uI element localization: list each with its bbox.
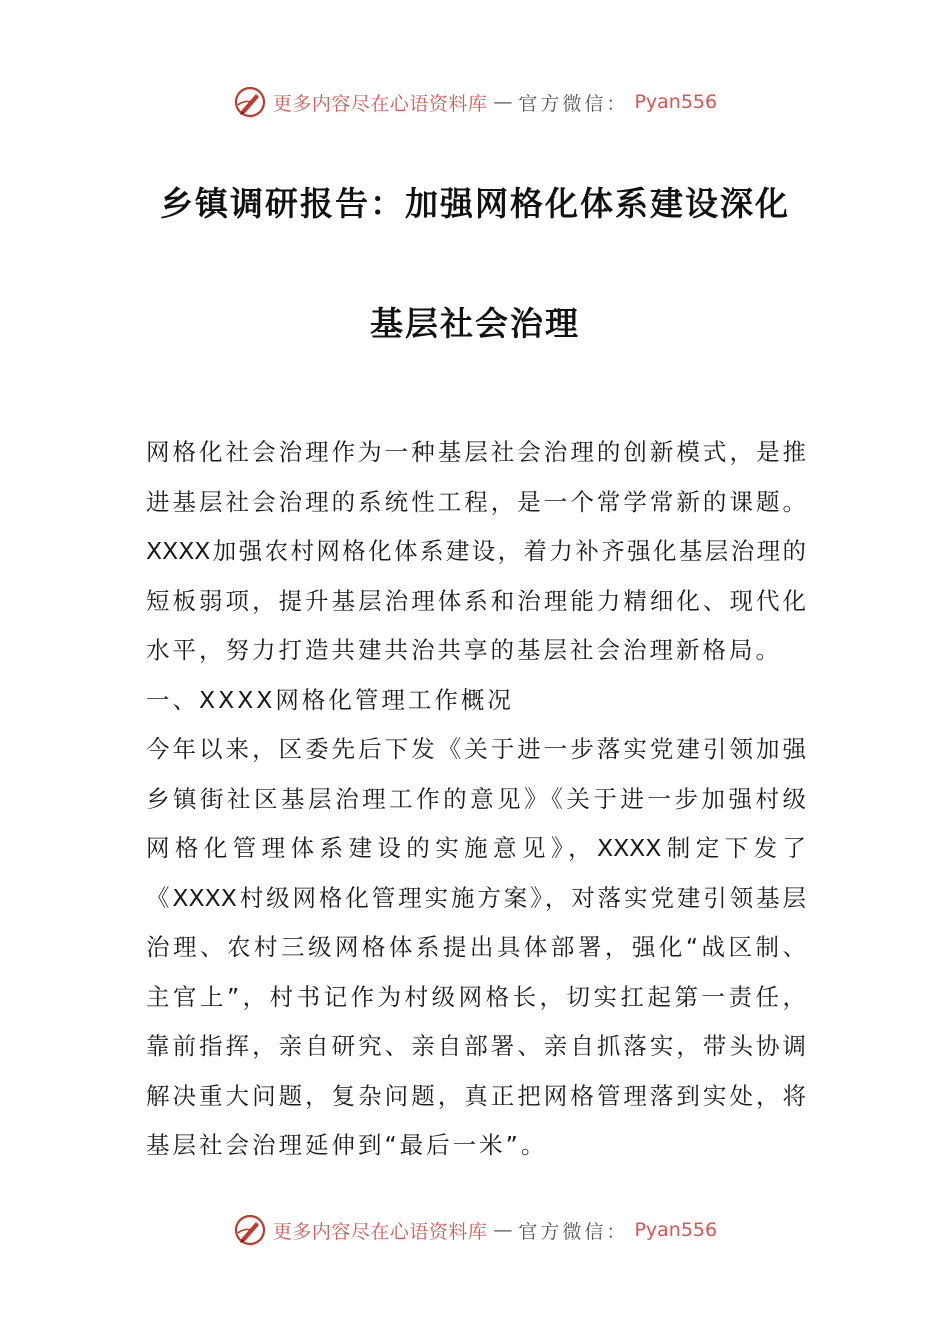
- body-line: 乡镇街社区基层治理工作的意见》《关于进一步加强村级: [146, 784, 806, 813]
- pen-logo-icon: [233, 1213, 267, 1247]
- watermark-wechat-id: Pyan556: [634, 1219, 718, 1241]
- document-body: [146, 428, 806, 1171]
- body-line: 治理、农村三级网格体系提出具体部署，强化“战区制、: [146, 933, 806, 961]
- body-line: XXXX加强农村网格化体系建设，着力补齐强化基层治理的: [146, 537, 806, 565]
- watermark-dash: —: [493, 91, 513, 113]
- body-line: 靠前指挥，亲自研究、亲自部署、亲自抓落实，带头协调: [146, 1032, 806, 1060]
- pen-logo-icon: [233, 85, 267, 119]
- body-line: 《XXXX村级网格化管理实施方案》，对落实党建引领基层: [146, 883, 806, 912]
- watermark-banner-top: [0, 82, 950, 122]
- watermark-dash: —: [493, 1219, 513, 1241]
- document-title-line-2: 基层社会治理: [370, 304, 580, 343]
- section-heading: 一、XXXX网格化管理工作概况: [146, 685, 514, 714]
- watermark-banner-bottom: [0, 1210, 950, 1250]
- watermark-text: 更多内容尽在心语资料库: [272, 92, 488, 115]
- body-line: 主官上”，村书记作为村级网格长，切实扛起第一责任，: [146, 982, 806, 1011]
- body-line: 水平，努力打造共建共治共享的基层社会治理新格局。: [146, 636, 782, 664]
- body-line: 短板弱项，提升基层治理体系和治理能力精细化、现代化: [146, 586, 806, 615]
- watermark-wechat-label: 官方微信：: [518, 1220, 629, 1243]
- document-title-line-1: 乡镇调研报告：加强网格化体系建设深化: [160, 184, 790, 223]
- body-line: 基层社会治理延伸到“最后一米”。: [146, 1131, 548, 1159]
- body-line: 网格化管理体系建设的实施意见》，XXXX制定下发了: [146, 834, 806, 862]
- watermark-wechat-id: Pyan556: [634, 91, 718, 113]
- body-line: 网格化社会治理作为一种基层社会治理的创新模式，是推: [146, 438, 806, 466]
- body-line: 解决重大问题，复杂问题，真正把网格管理落到实处，将: [146, 1081, 806, 1110]
- body-line: 进基层社会治理的系统性工程，是一个常学常新的课题。: [146, 487, 806, 516]
- watermark-text: 更多内容尽在心语资料库: [272, 1220, 488, 1243]
- body-line: 今年以来，区委先后下发《关于进一步落实党建引领加强: [146, 735, 806, 763]
- watermark-wechat-label: 官方微信：: [518, 92, 629, 115]
